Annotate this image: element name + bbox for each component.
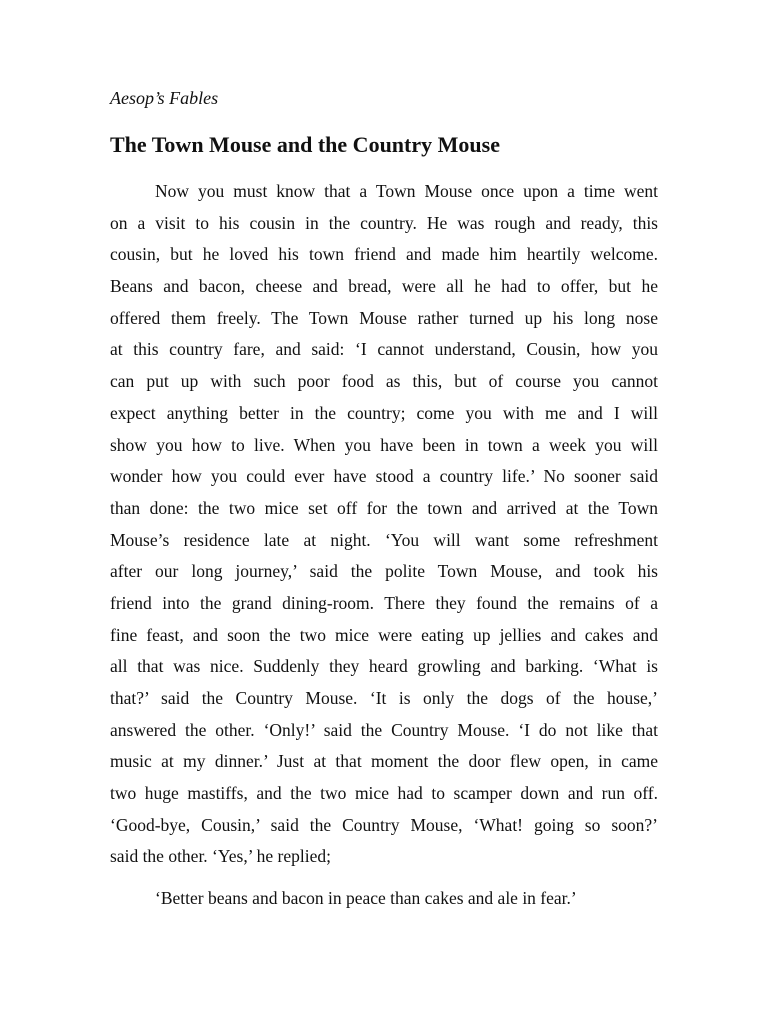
fable-moral: ‘Better beans and bacon in peace than cakes and ale in fear.’ <box>155 888 577 908</box>
body-line: Beans and bacon, cheese and bread, were all he had to offer, but he <box>110 276 658 297</box>
collection-title: Aesop’s Fables <box>110 88 219 108</box>
body-line: said the other. ‘Yes,’ he replied; <box>110 846 331 867</box>
body-line: on a visit to his cousin in the country. He was rough and ready, this <box>110 212 658 233</box>
body-line: show you how to live. When you have been in town a week you will <box>110 434 658 455</box>
body-line: all that was nice. Suddenly they heard growling and barking. ‘What is <box>110 656 658 677</box>
body-line: Mouse’s residence late at night. ‘You will want some refreshment <box>110 529 658 550</box>
body-line: friend into the grand dining-room. There they found the remains of a <box>110 592 658 613</box>
body-line: at this country fare, and said: ‘I cannot understand, Cousin, how you <box>110 339 658 360</box>
body-line: expect anything better in the country; come you with me and I will <box>110 402 658 423</box>
body-line: cousin, but he loved his town friend and made him heartily welcome. <box>110 244 658 265</box>
body-line: ‘Good-bye, Cousin,’ said the Country Mouse, ‘What! going so soon?’ <box>110 814 658 835</box>
body-line: fine feast, and soon the two mice were eating up jellies and cakes and <box>110 624 658 645</box>
body-line: offered them freely. The Town Mouse rather turned up his long nose <box>110 307 658 328</box>
body-line: answered the other. ‘Only!’ said the Country Mouse. ‘I do not like that <box>110 719 658 740</box>
body-line: after our long journey,’ said the polite Town Mouse, and took his <box>110 561 658 582</box>
body-line: wonder how you could ever have stood a country life.’ No sooner said <box>110 466 658 487</box>
body-line: music at my dinner.’ Just at that moment the door flew open, in came <box>110 751 658 772</box>
body-line: can put up with such poor food as this, but of course you cannot <box>110 371 658 392</box>
body-line: than done: the two mice set off for the town and arrived at the Town <box>110 497 658 518</box>
fable-title: The Town Mouse and the Country Mouse <box>110 132 500 157</box>
body-line: two huge mastiffs, and the two mice had to scamper down and run off. <box>110 783 658 804</box>
fable-body <box>110 176 658 873</box>
body-line: that?’ said the Country Mouse. ‘It is only the dogs of the house,’ <box>110 688 658 708</box>
body-line: Now you must know that a Town Mouse once upon a time went <box>155 181 658 201</box>
